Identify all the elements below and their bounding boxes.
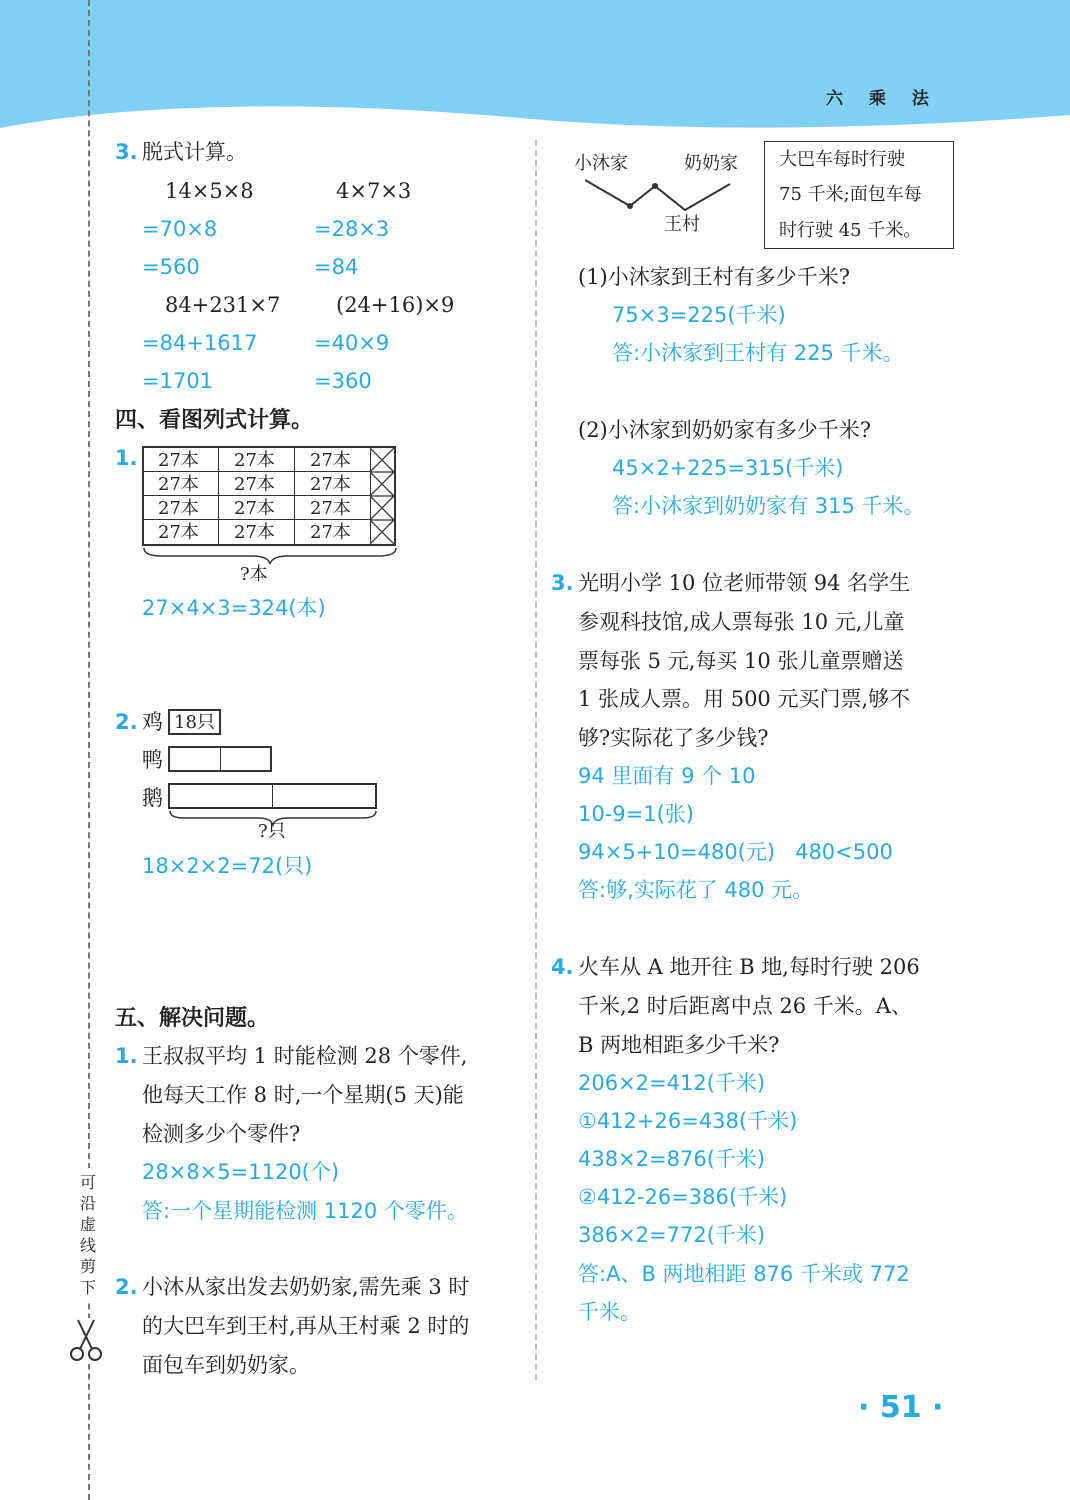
rq4-line2: 千米,2 时后距离中点 26 千米。A、	[578, 994, 912, 1018]
books-total-label: ?本	[240, 564, 268, 585]
book-stack-side-icon	[370, 448, 394, 544]
sec5-p1-line3: 检测多少个零件?	[142, 1122, 301, 1146]
sec5-p2-line1: 小沐从家出发去奶奶家,需先乘 3 时	[142, 1275, 470, 1299]
sec4-p1-number: 1.	[115, 446, 138, 470]
info-line2: 75 千米;面包车每	[779, 184, 922, 205]
rq4-answer4: ②412-26=386(千米)	[578, 1185, 788, 1209]
expr4-line2: =40×9	[314, 331, 390, 355]
book-cell: 27本	[310, 450, 351, 471]
info-box	[764, 141, 954, 249]
rq3-line5: 够?实际花了多少钱?	[578, 726, 769, 750]
rq4-answer5: 386×2=772(千米)	[578, 1223, 766, 1247]
expr3-line3: =1701	[142, 369, 214, 393]
expr4-line1: (24+16)×9	[336, 293, 455, 317]
book-cell: 27本	[234, 474, 275, 495]
expr3-line2: =84+1617	[142, 331, 258, 355]
rq3-line3: 票每张 5 元,每买 10 张儿童票赠送	[578, 649, 904, 673]
map-home-label: 小沐家	[574, 153, 628, 174]
book-cell: 27本	[158, 474, 199, 495]
chicken-value: 18只	[174, 712, 215, 733]
birds-total-label: ?只	[258, 821, 286, 842]
book-cell: 27本	[310, 474, 351, 495]
label-goose: 鹅	[142, 786, 163, 810]
rq3-line1: 光明小学 10 位老师带领 94 名学生	[578, 571, 911, 595]
sec5-p2-line2: 的大巴车到王村,再从王村乘 2 时的	[142, 1314, 470, 1338]
sec5-p1-line2: 他每天工作 8 时,一个星期(5 天)能	[142, 1083, 464, 1107]
rq4-answer1: 206×2=412(千米)	[578, 1071, 766, 1095]
info-line1: 大巴车每时行驶	[779, 149, 905, 170]
sub2-answer2: 答:小沐家到奶奶家有 315 千米。	[612, 494, 925, 518]
rq4-line1: 火车从 A 地开往 B 地,每时行驶 206	[578, 955, 920, 979]
label-chicken: 鸡	[142, 710, 163, 734]
book-cell: 27本	[158, 498, 199, 519]
book-cell: 27本	[158, 450, 199, 471]
sub1-answer1: 75×3=225(千米)	[612, 303, 786, 327]
rq4-line3: B 两地相距多少千米?	[578, 1033, 780, 1057]
book-cell: 27本	[310, 498, 351, 519]
expr2-line3: =84	[314, 255, 359, 279]
book-cell: 27本	[158, 522, 199, 543]
rq4-number: 4.	[551, 955, 574, 979]
route-map	[585, 176, 745, 216]
sub2-question: (2)小沐家到奶奶家有多少千米?	[578, 418, 872, 442]
book-cell: 27本	[234, 450, 275, 471]
cut-label: 可沿虚线剪下	[80, 1168, 96, 1302]
sec5-p1-line1: 王叔叔平均 1 时能检测 28 个零件,	[142, 1044, 468, 1068]
q3-title: 脱式计算。	[142, 140, 247, 164]
column-divider	[535, 140, 537, 1380]
expr1-line3: =560	[142, 255, 200, 279]
goose-bar	[168, 783, 377, 809]
sub1-question: (1)小沐家到王村有多少千米?	[578, 265, 851, 289]
chapter-title: 六 乘 法	[826, 89, 939, 109]
label-duck: 鸭	[142, 748, 163, 772]
map-grandma-label: 奶奶家	[684, 153, 738, 174]
rq4-answer6: 答:A、B 两地相距 876 千米或 772	[578, 1262, 910, 1286]
duck-bar	[168, 746, 272, 772]
book-cell: 27本	[310, 522, 351, 543]
rq3-answer2: 10-9=1(张)	[578, 802, 695, 826]
rq3-answer1: 94 里面有 9 个 10	[578, 764, 756, 788]
q3-number: 3.	[115, 140, 138, 164]
expr2-line1: 4×7×3	[336, 179, 412, 203]
map-village-label: 王村	[664, 214, 700, 235]
book-grid	[142, 446, 396, 546]
rq4-answer2: ①412+26=438(千米)	[578, 1109, 798, 1133]
expr2-line2: =28×3	[314, 217, 390, 241]
rq4-answer7: 千米。	[578, 1300, 641, 1324]
rq3-answer4: 答:够,实际花了 480 元。	[578, 878, 814, 902]
sub1-answer2: 答:小沐家到王村有 225 千米。	[612, 341, 904, 365]
sec5-p2-number: 2.	[115, 1275, 138, 1299]
rq3-line4: 1 张成人票。用 500 元买门票,够不	[578, 687, 911, 711]
sec5-p1-answer2: 答:一个星期能检测 1120 个零件。	[142, 1199, 468, 1223]
total-brace	[142, 546, 398, 566]
rq4-answer3: 438×2=876(千米)	[578, 1147, 766, 1171]
page-number: · 51 ·	[858, 1390, 944, 1425]
sec5-p1-number: 1.	[115, 1044, 138, 1068]
info-line3: 时行驶 45 千米。	[779, 220, 922, 241]
sec4-p1-answer: 27×4×3=324(本)	[142, 596, 326, 620]
section5-title: 五、解决问题。	[115, 1006, 270, 1031]
header-wave	[0, 0, 1070, 140]
chicken-bar	[168, 709, 221, 735]
expr4-line3: =360	[314, 369, 372, 393]
scissors-icon	[68, 1318, 104, 1364]
sub2-answer1: 45×2+225=315(千米)	[612, 456, 844, 480]
rq3-number: 3.	[551, 571, 574, 595]
book-cell: 27本	[234, 498, 275, 519]
expr1-line2: =70×8	[142, 217, 218, 241]
section4-title: 四、看图列式计算。	[115, 408, 314, 433]
sec4-p2-answer: 18×2×2=72(只)	[142, 854, 313, 878]
book-cell: 27本	[234, 522, 275, 543]
rq3-answer3: 94×5+10=480(元) 480<500	[578, 840, 893, 864]
sec4-p2-number: 2.	[115, 710, 138, 734]
expr1-line1: 14×5×8	[165, 179, 254, 203]
sec5-p1-answer1: 28×8×5=1120(个)	[142, 1160, 340, 1184]
expr3-line1: 84+231×7	[165, 293, 281, 317]
rq3-line2: 参观科技馆,成人票每张 10 元,儿童	[578, 610, 905, 634]
sec5-p2-line3: 面包车到奶奶家。	[142, 1353, 310, 1377]
